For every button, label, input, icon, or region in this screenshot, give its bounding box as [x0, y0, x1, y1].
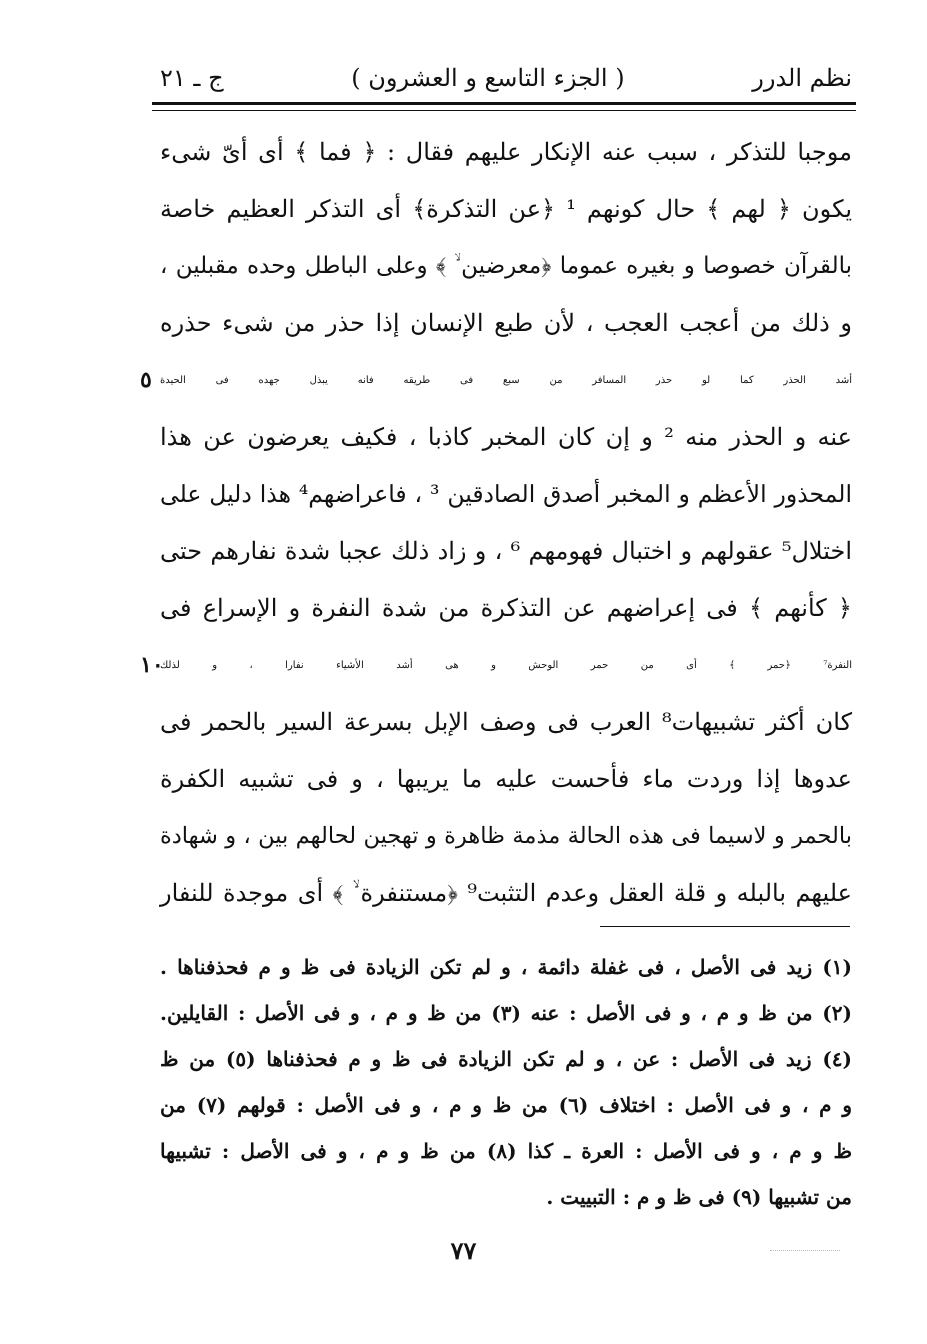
- line-number-10: ١٠: [140, 652, 164, 678]
- text-line: أشد الحذر كما لو حذر المسافر من سبع فى طريقه فانه يبذل جهده فى الحيدة ٥: [160, 352, 852, 409]
- text-line: بالقرآن خصوصا و بغيره عموما ﴿معرضين ۙ ﴾ وعلى الباطل وحده مقبلين ،: [160, 253, 852, 279]
- scan-mark: [770, 1250, 840, 1252]
- text-line: بالحمر و لاسيما فى هذه الحالة مذمة ظاهرة و تهجين لحالهم بين ، و شهادة: [160, 823, 852, 849]
- book-title: نظم الدرر: [752, 64, 852, 92]
- running-header: [160, 58, 852, 98]
- text-line: كان أكثر تشبيهات⁸ العرب فى وصف الإبل بسرعة السير بالحمر فى: [160, 708, 852, 736]
- volume-number: ج ـ ٢١: [160, 64, 224, 92]
- footnotes: [160, 944, 852, 1220]
- footnote-separator: [600, 926, 850, 927]
- main-text: [140, 124, 852, 922]
- footnote-line: (٢) من ظ و م ، و فى الأصل : عنه (٣) من ظ و م ، و فى الأصل : القايلين.: [160, 1001, 852, 1025]
- header-rule-thin: [152, 110, 856, 111]
- part-title: ( الجزء التاسع و العشرون ): [351, 64, 625, 92]
- footnote-line: و م ، و فى الأصل : اختلاف (٦) من ظ و م ، و فى الأصل : قولهم (٧) من: [160, 1093, 852, 1117]
- text-line: و ذلك من أعجب العجب ، لأن طبع الإنسان إذا حذر من شىء حذره: [160, 309, 852, 337]
- text-line: موجبا للتذكر ، سبب عنه الإنكار عليهم فقال : ﴿ فما ﴾ أى أىّ شىء: [160, 138, 852, 166]
- footnote-line: ظ و م ، و فى الأصل : العرة ـ كذا (٨) من ظ و م ، و فى الأصل : تشبيها: [160, 1139, 852, 1163]
- text-line: النفرة⁷ ﴿حمر ﴾ أى من حمر الوحش و هى أشد الأشياء نفارا ، و لذلك ١٠: [160, 637, 852, 694]
- text-line: عنه و الحذر منه ² و إن كان المخبر كاذبا ، فكيف يعرضون عن هذا: [160, 423, 852, 451]
- text-line: المحذور الأعظم و المخبر أصدق الصادقين ³ ، فاعراضهم⁴ هذا دليل على: [160, 480, 852, 508]
- footnote-line: (٤) زيد فى الأصل : عن ، و لم تكن الزيادة فى ظ و م فحذفناها (٥) من ظ: [160, 1047, 852, 1071]
- line-number-5: ٥: [140, 367, 152, 393]
- footnote-line: من تشبيها (٩) فى ظ و م : التبييت .: [546, 1185, 852, 1209]
- text-line: عدوها إذا وردت ماء فأحست عليه ما يريبها ، و فى تشبيه الكفرة: [160, 765, 852, 793]
- page-number: ٧٧: [450, 1236, 477, 1265]
- footnote-line: (١) زيد فى الأصل ، فى غفلة دائمة ، و لم تكن الزيادة فى ظ و م فحذفناها .: [160, 955, 852, 979]
- text-line: يكون ﴿ لهم ﴾ حال كونهم ¹ ﴿عن التذكرة﴾ أى التذكر العظيم خاصة: [160, 195, 852, 223]
- text-line: عليهم بالبله و قلة العقل وعدم التثبت⁹ ﴿مستنفرة ۙ ﴾ أى موجدة للنفار: [160, 879, 852, 907]
- header-rule-thick: [152, 102, 856, 105]
- text-line: اختلال⁵ عقولهم و اختبال فهومهم ⁶ ، و زاد ذلك عجبا شدة نفارهم حتى: [160, 537, 852, 565]
- text-line: ﴿ كأنهم ﴾ فى إعراضهم عن التذكرة من شدة النفرة و الإسراع فى: [160, 594, 852, 622]
